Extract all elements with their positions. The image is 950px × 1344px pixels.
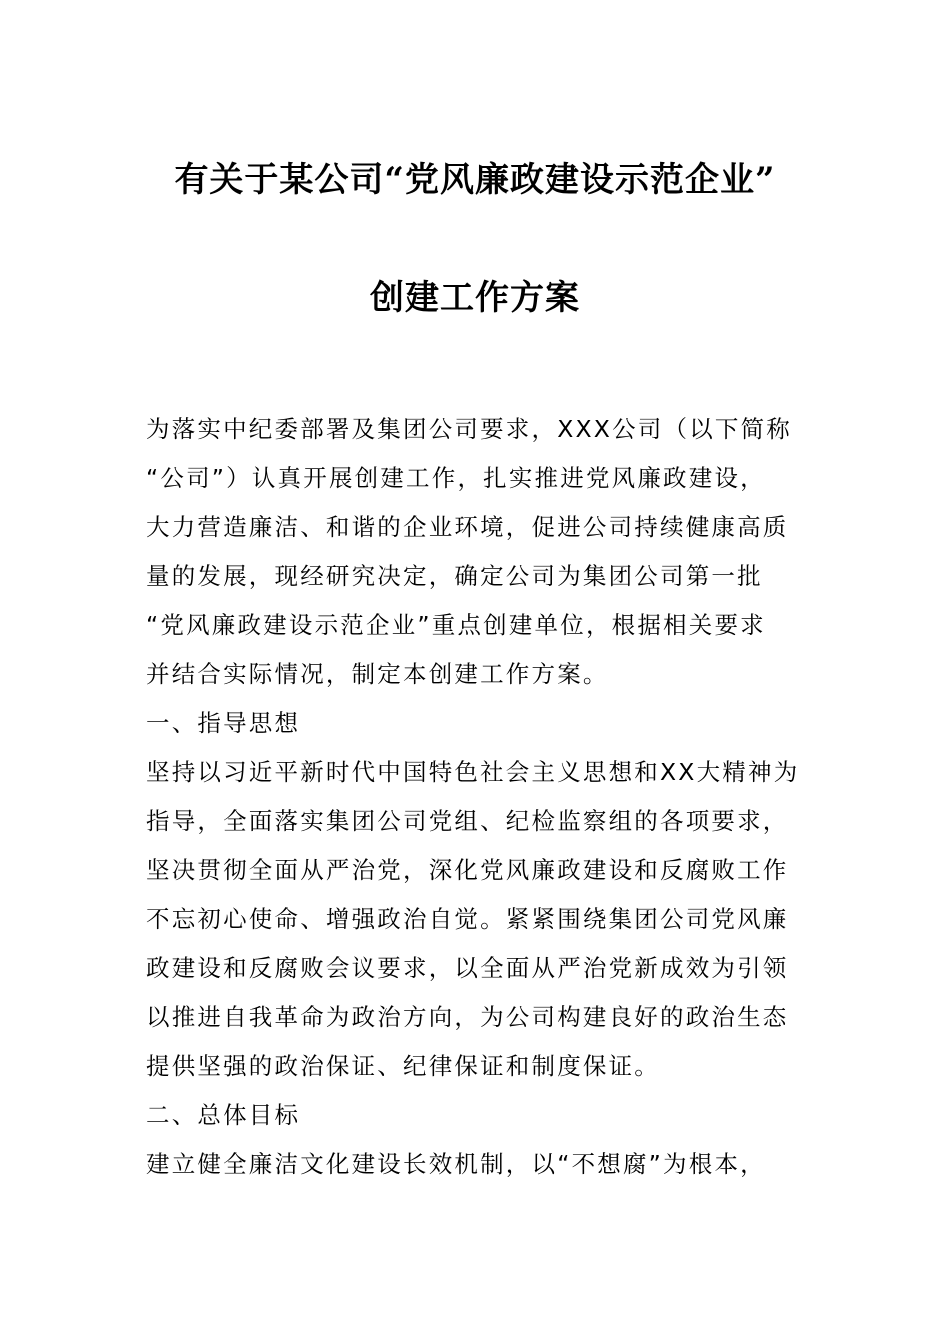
section-1-line: 坚持以习近平新时代中国特色社会主义思想和XX大精神为 xyxy=(146,758,800,786)
section-2-line: 建立健全廉洁文化建设长效机制，以“不想腐”为根本， xyxy=(146,1150,766,1178)
intro-line: “公司”）认真开展创建工作，扎实推进党风廉政建设， xyxy=(146,464,766,492)
section-1-line: 坚决贯彻全面从严治党，深化党风廉政建设和反腐败工作 xyxy=(146,856,789,884)
section-1-line: 不忘初心使命、增强政治自觉。紧紧围绕集团公司党风廉 xyxy=(146,905,789,933)
document-title-line-2: 创建工作方案 xyxy=(370,278,580,318)
intro-line: 并结合实际情况，制定本创建工作方案。 xyxy=(146,660,609,688)
section-1-paragraph xyxy=(146,748,806,1091)
document-title-line-1: 有关于某公司“党风廉政建设示范企业” xyxy=(174,160,776,200)
intro-line: “党风廉政建设示范企业”重点创建单位，根据相关要求 xyxy=(146,611,766,639)
section-2-paragraph xyxy=(146,1140,806,1189)
section-1-heading: 一、指导思想 xyxy=(146,709,301,737)
section-1-line: 政建设和反腐败会议要求，以全面从严治党新成效为引领 xyxy=(146,954,789,982)
section-1-line: 指导，全面落实集团公司党组、纪检监察组的各项要求， xyxy=(146,807,789,835)
intro-paragraph xyxy=(146,405,806,699)
section-1-line: 提供坚强的政治保证、纪律保证和制度保证。 xyxy=(146,1052,660,1080)
document-body xyxy=(146,405,806,1189)
intro-line: 大力营造廉洁、和谐的企业环境，促进公司持续健康高质 xyxy=(146,513,789,541)
section-1-line: 以推进自我革命为政治方向，为公司构建良好的政治生态 xyxy=(146,1003,789,1031)
intro-line: 量的发展，现经研究决定，确定公司为集团公司第一批 xyxy=(146,562,763,590)
intro-line: 为落实中纪委部署及集团公司要求，XXX公司（以下简称 xyxy=(146,415,792,443)
section-2-heading: 二、总体目标 xyxy=(146,1101,301,1129)
